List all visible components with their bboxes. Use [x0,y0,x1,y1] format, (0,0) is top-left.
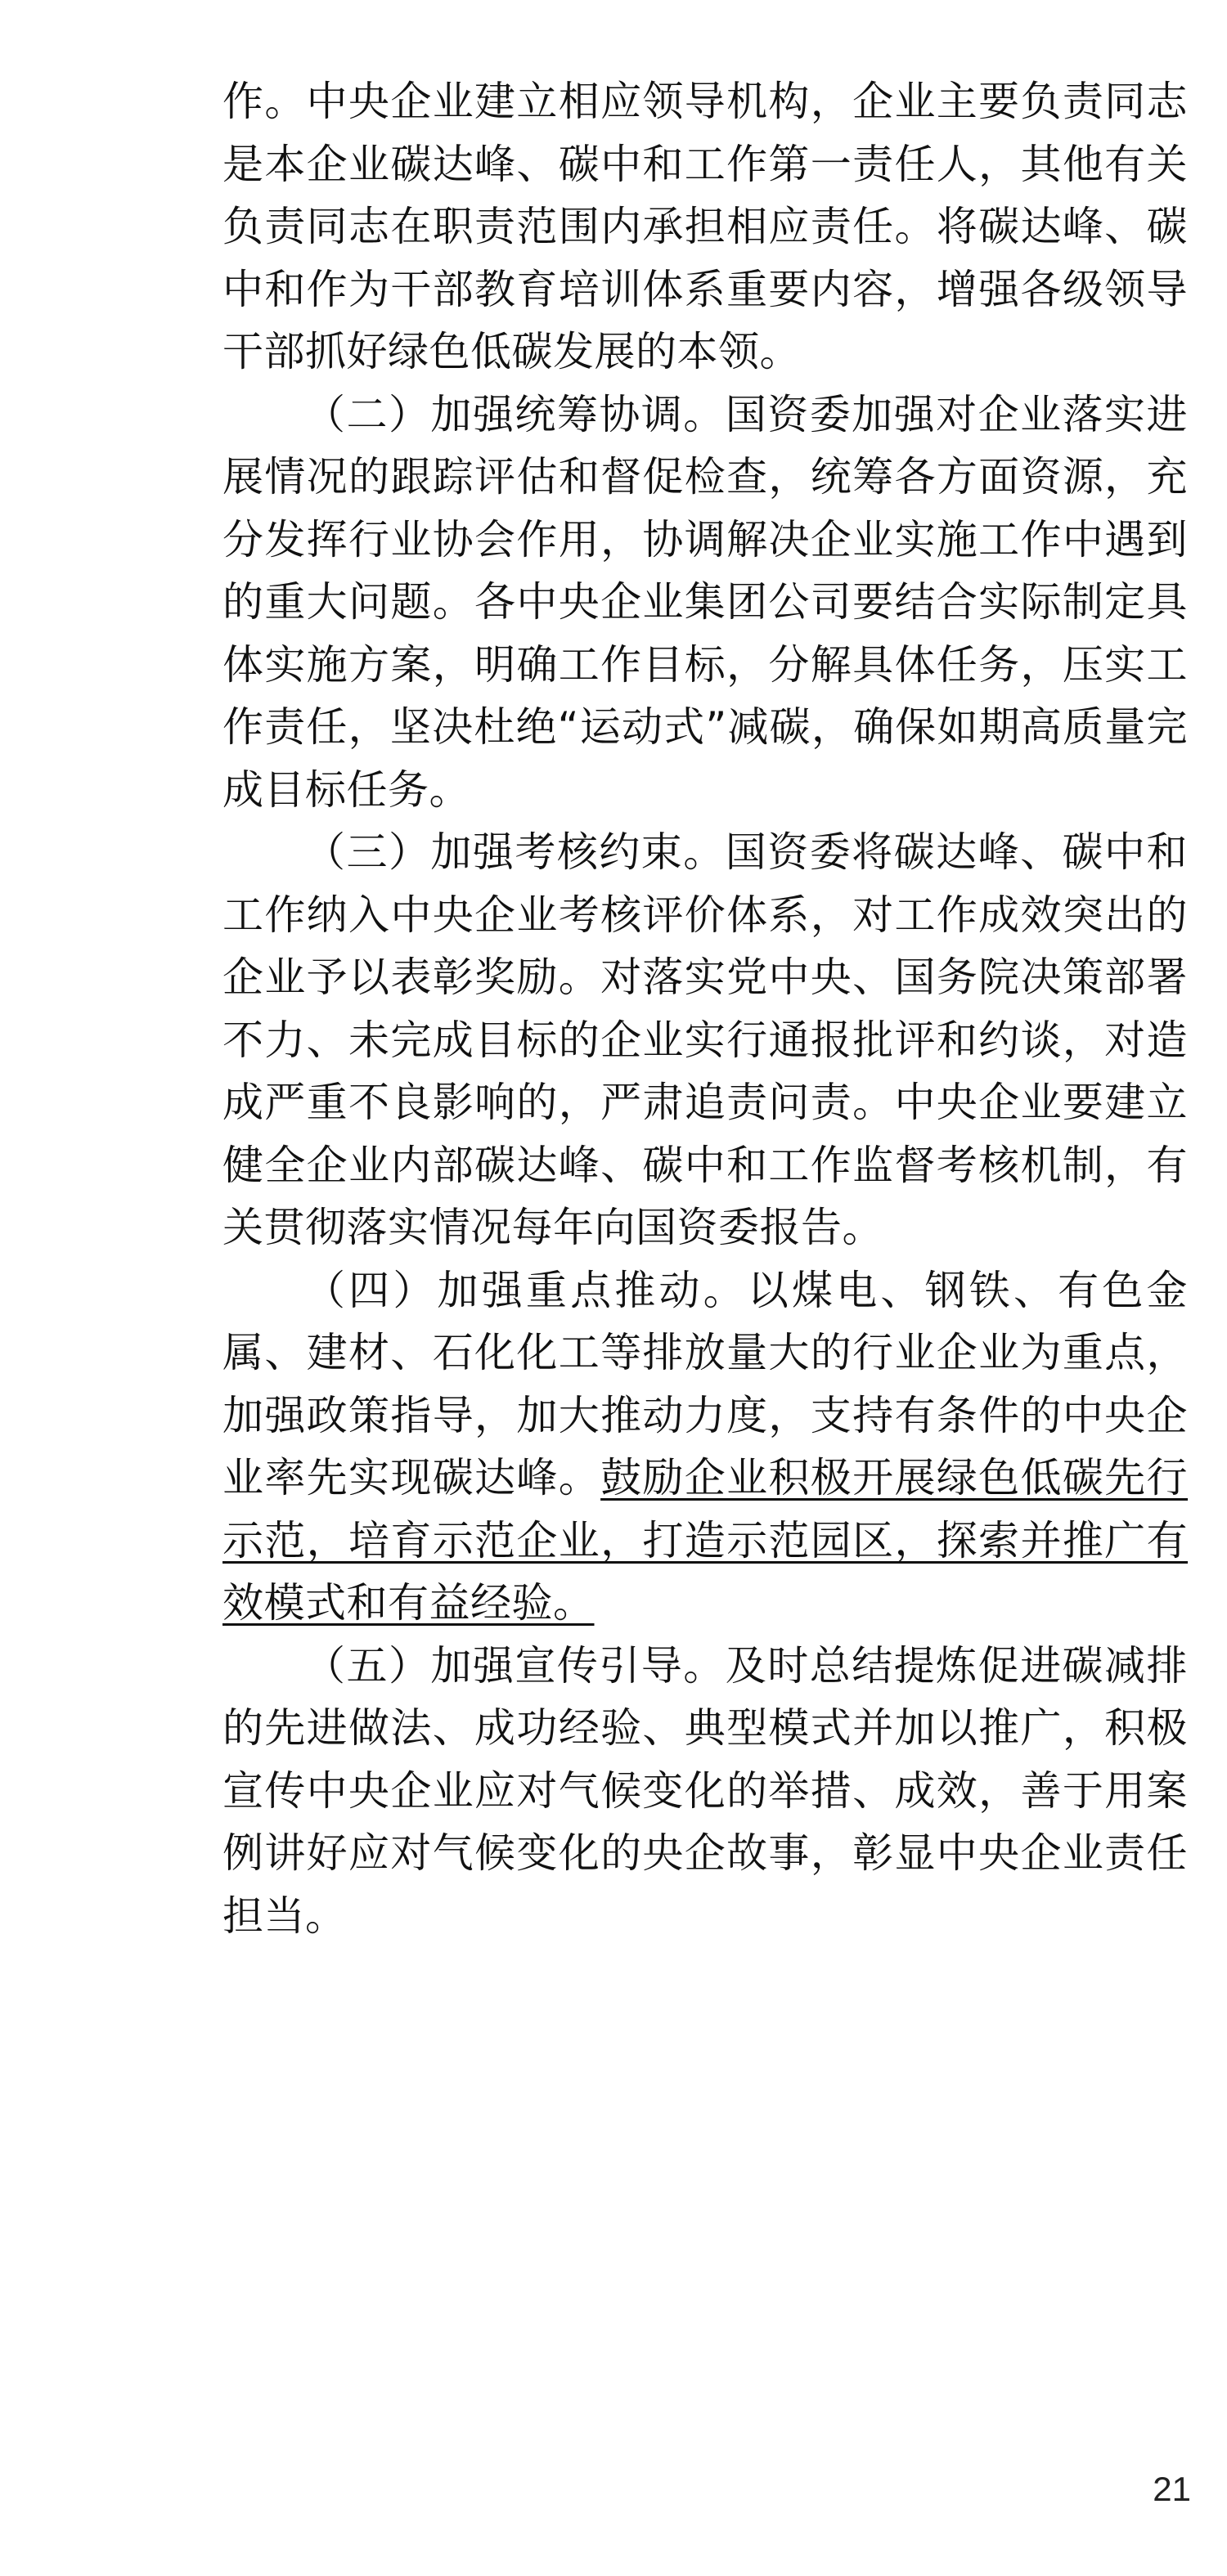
page-number: 21 [1153,2470,1191,2508]
paragraph-key-promotion [222,1259,1188,1635]
key-promotion-underlined-text: 鼓励企业积极开展绿色低碳先行示范，培育示范企业，打造示范园区，探索并推广有效模式和有益经验。 [222,1454,1189,1627]
document-body [222,70,1188,1947]
paragraph-assessment: （三）加强考核约束。国资委将碳达峰、碳中和工作纳入中央企业考核评价体系，对工作成效突出的企业予以表彰奖励。对落实党中央、国务院决策部署不力、未完成目标的企业实行通报批评和约谈，对造成严重不良影响的，严肃追责问责。中央企业要建立健全企业内部碳达峰、碳中和工作监督考核机制，有关贯彻落实情况每年向国资委报告。 [222,828,1188,1251]
paragraph-coordination: （二）加强统筹协调。国资委加强对企业落实进展情况的跟踪评估和督促检查，统筹各方面资源，充分发挥行业协会作用，协调解决企业实施工作中遇到的重大问题。各中央企业集团公司要结合实际制定具体实施方案，明确工作目标，分解具体任务，压实工作责任，坚决杜绝“运动式”减碳，确保如期高质量完成目标任务。 [222,390,1188,814]
paragraph-publicity: （五）加强宣传引导。及时总结提炼促进碳减排的先进做法、成功经验、典型模式并加以推广，积极宣传中央企业应对气候变化的举措、成效，善于用案例讲好应对气候变化的央企故事，彰显中央企业责任担当。 [222,1641,1188,1940]
key-promotion-text: （四）加强重点推动。以煤电、钢铁、有色金属、建材、石化化工等排放量大的行业企业为重点，加强政策指导，加大推动力度，支持有条件的中央企业率先实现碳达峰。 [222,1266,1188,1501]
paragraph-leadership: 作。中央企业建立相应领导机构，企业主要负责同志是本企业碳达峰、碳中和工作第一责任人，其他有关负责同志在职责范围内承担相应责任。将碳达峰、碳中和作为干部教育培训体系重要内容，增强各级领导干部抓好绿色低碳发展的本领。 [222,78,1188,375]
